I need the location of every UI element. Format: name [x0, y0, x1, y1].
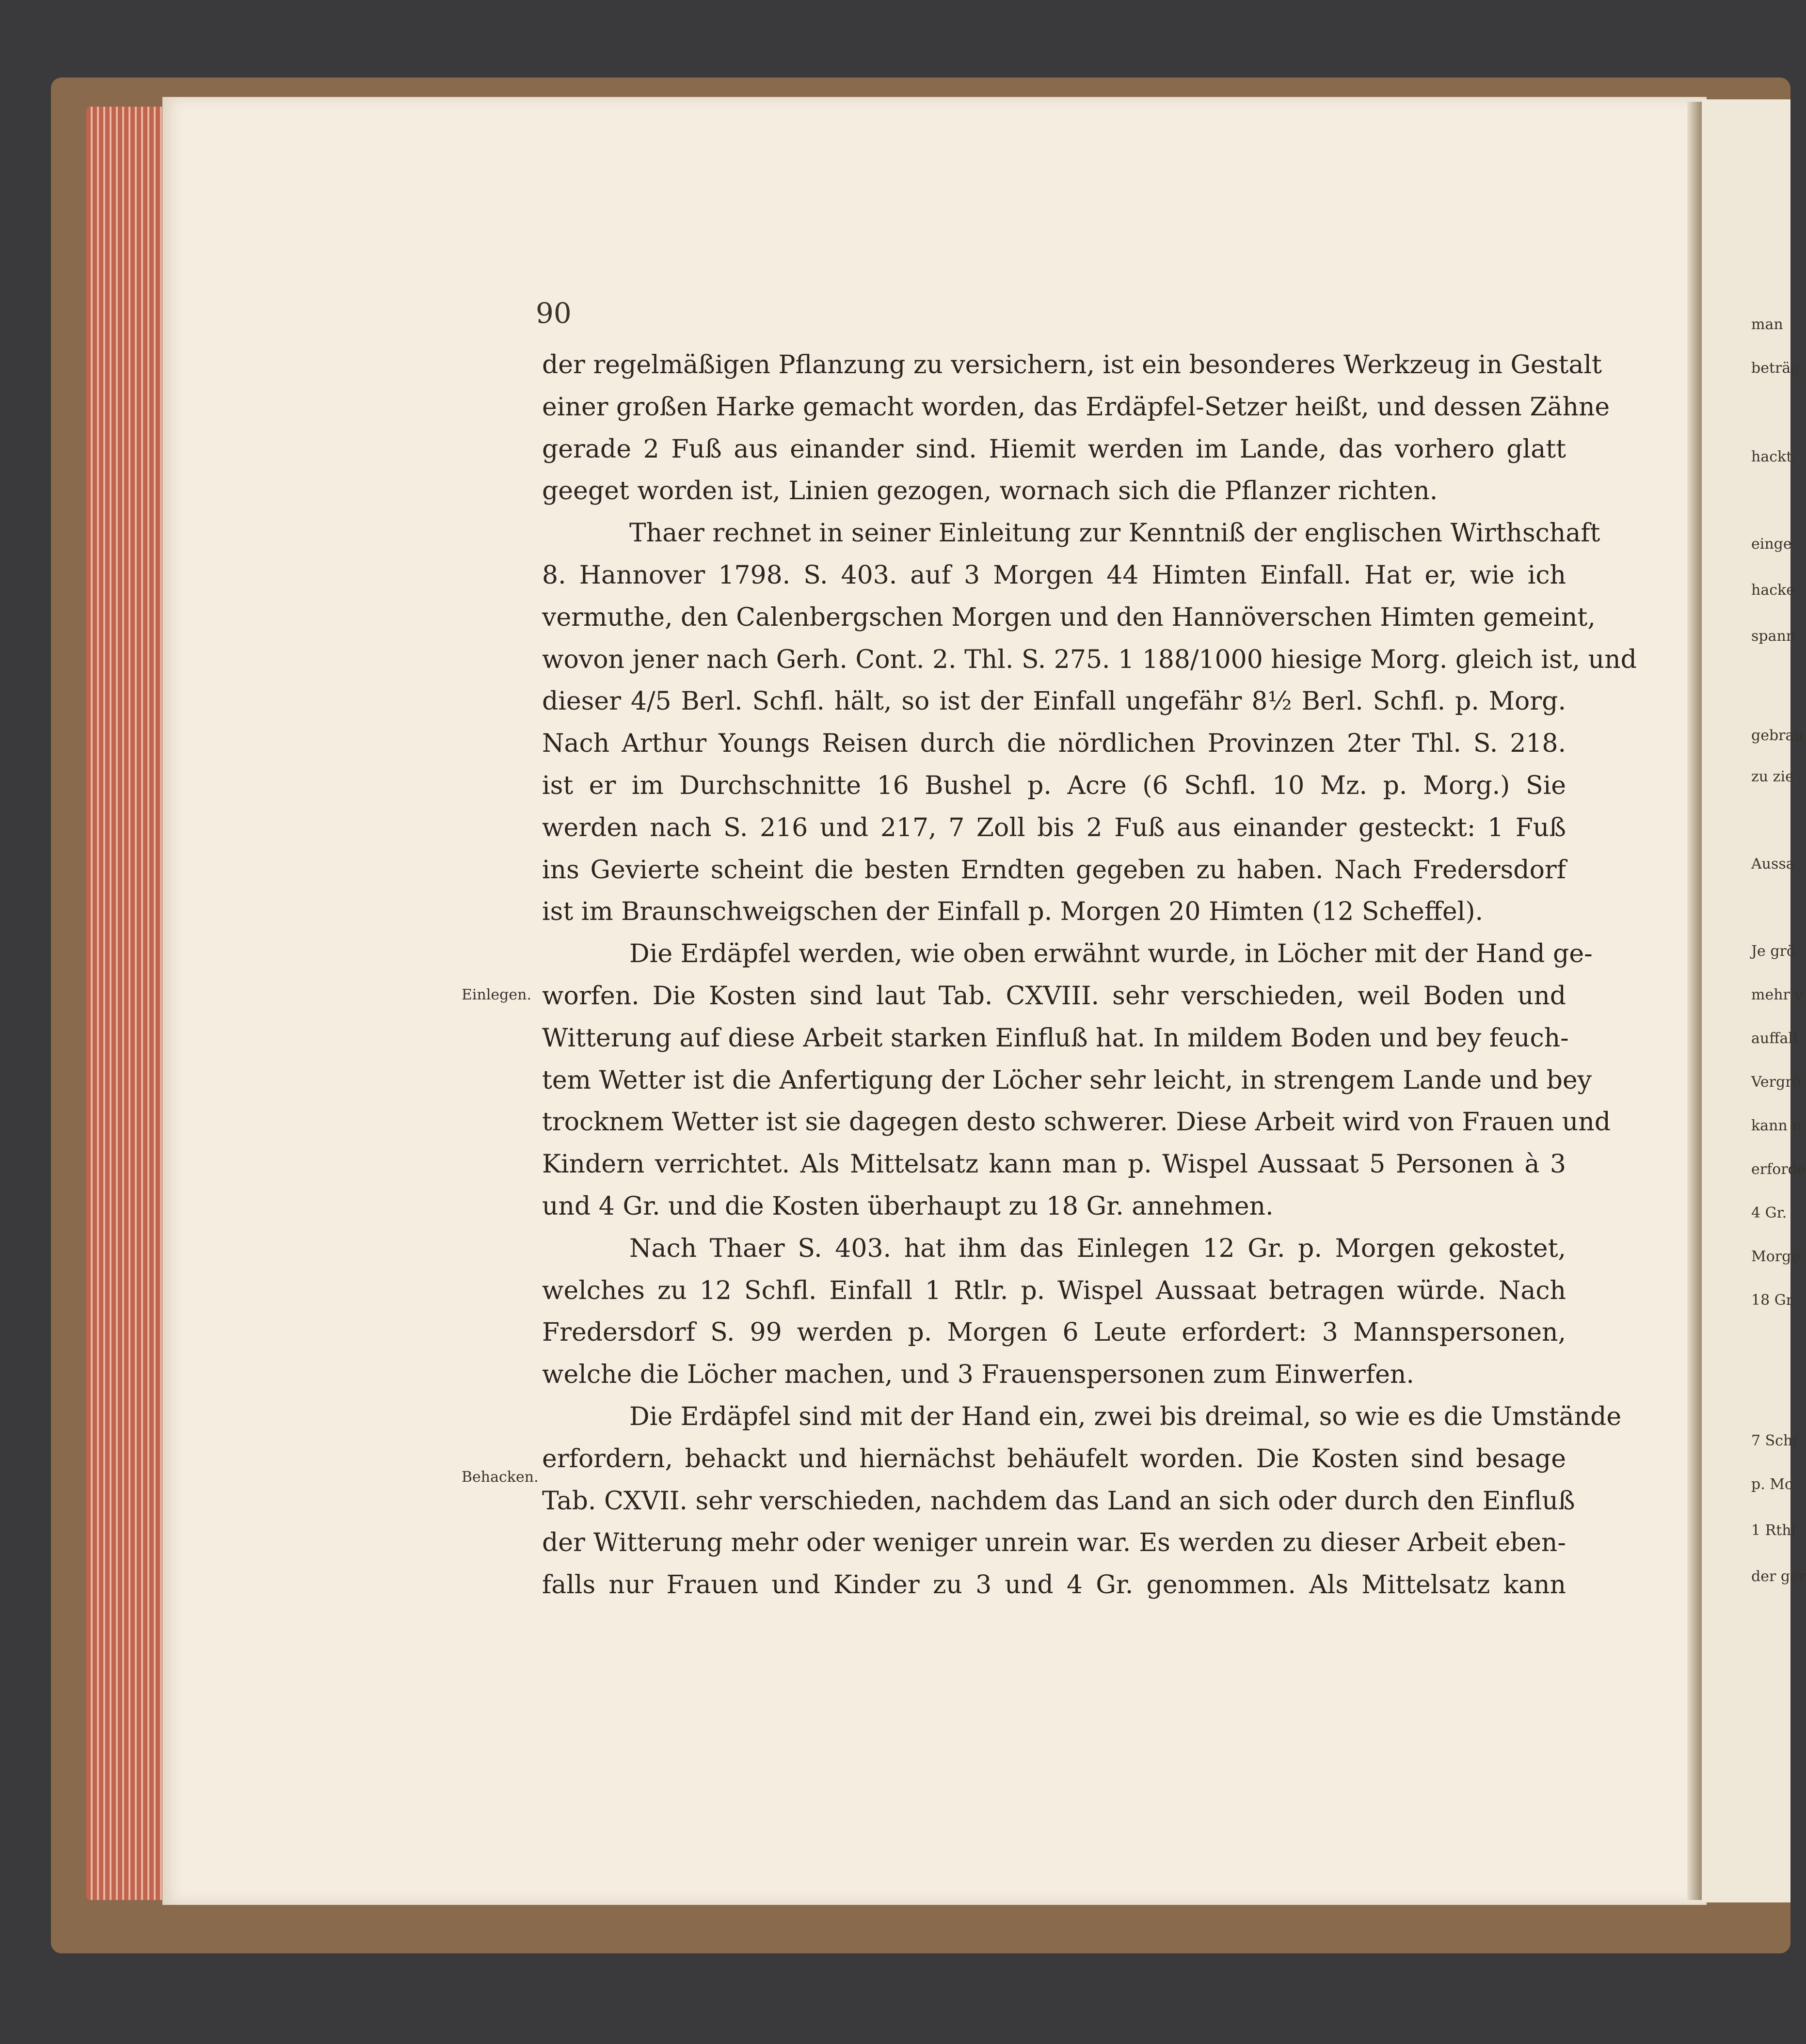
page-number: 90 — [536, 297, 572, 330]
text-line: der regelmäßigen Pflanzung zu versichern, ist ein besonderes Werkzeug in Gestalt — [542, 350, 1602, 380]
text-line: wovon jener nach Gerh. Cont. 2. Thl. S. 275. 1 188/1000 hiesige Morg. gleich ist, und — [542, 645, 1637, 674]
text-line: 8. Hannover 1798. S. 403. auf 3 Morgen 44 Himten Einfall. Hat er, wie ich — [542, 560, 1566, 590]
text-line: Fredersdorf S. 99 werden p. Morgen 6 Leute erfordert: 3 Mannspersonen, — [542, 1318, 1566, 1347]
text-line: welches zu 12 Schfl. Einfall 1 Rtlr. p. Wispel Aussaat betragen würde. Nach — [542, 1276, 1566, 1305]
next-page-fragment: beträg — [1751, 360, 1800, 377]
text-line: und 4 Gr. und die Kosten überhaupt zu 18 Gr. annehmen. — [542, 1191, 1274, 1221]
text-line: Die Erdäpfel sind mit der Hand ein, zwei bis dreimal, so wie es die Umstände — [629, 1402, 1622, 1431]
margin-note-einlegen: Einlegen. — [462, 986, 531, 1003]
next-page-fragment: p. Mo — [1751, 1476, 1794, 1493]
text-line: Nach Arthur Youngs Reisen durch die nördlichen Provinzen 2ter Thl. S. 218. — [542, 729, 1566, 759]
next-page-fragment: hacke — [1751, 582, 1795, 599]
next-page-fragment: zu zie — [1751, 768, 1794, 785]
text-line: ist er im Durchschnitte 16 Bushel p. Acre (6 Schfl. 10 Mz. p. Morg.) Sie — [542, 771, 1566, 800]
next-page-fragment: der ger — [1751, 1568, 1806, 1585]
next-page-fragment: Vergrö — [1751, 1074, 1801, 1091]
next-page-fragment: gebrau — [1751, 727, 1804, 744]
text-line: ins Gevierte scheint die besten Erndten gegeben zu haben. Nach Fredersdorf — [542, 855, 1566, 885]
next-page-fragment: 18 Gr — [1751, 1292, 1793, 1309]
page-edges — [86, 107, 174, 1900]
text-line: der Witterung mehr oder weniger unrein war. Es werden zu dieser Arbeit eben- — [542, 1528, 1566, 1558]
text-line: geeget worden ist, Linien gezogen, wornach sich die Pflanzer richten. — [542, 476, 1438, 506]
next-page-fragment: einge — [1751, 536, 1792, 553]
text-line: werden nach S. 216 und 217, 7 Zoll bis 2 Fuß aus einander gesteckt: 1 Fuß — [542, 813, 1566, 842]
next-page-fragment: Morge — [1751, 1248, 1800, 1265]
text-line: Witterung auf diese Arbeit starken Einfluß hat. In mildem Boden und bey feuch- — [542, 1023, 1569, 1053]
text-line: gerade 2 Fuß aus einander sind. Hiemit werden im Lande, das vorhero glatt — [542, 434, 1566, 464]
text-line: worfen. Die Kosten sind laut Tab. CXVIII. sehr verschieden, weil Boden und — [542, 981, 1566, 1011]
next-page-fragment: hackt, — [1751, 448, 1797, 465]
text-line: tem Wetter ist die Anfertigung der Löcher sehr leicht, in strengem Lande und bey — [542, 1065, 1592, 1095]
text-line: Thaer rechnet in seiner Einleitung zur Kenntniß der englischen Wirthschaft — [629, 519, 1600, 548]
text-line: ist im Braunschweigschen der Einfall p. Morgen 20 Himten (12 Scheffel). — [542, 897, 1484, 927]
next-page-fragment: man — [1751, 316, 1783, 333]
text-line: Die Erdäpfel werden, wie oben erwähnt wurde, in Löcher mit der Hand ge- — [629, 939, 1593, 969]
next-page-fragment: Aussa — [1751, 856, 1795, 872]
next-page-fragment: mehr v — [1751, 986, 1803, 1003]
text-line: falls nur Frauen und Kinder zu 3 und 4 Gr. genommen. Als Mittelsatz kann — [542, 1570, 1566, 1600]
text-line: Nach Thaer S. 403. hat ihm das Einlegen 12 Gr. p. Morgen gekostet, — [629, 1234, 1566, 1263]
margin-note-behacken: Behacken. — [462, 1469, 539, 1486]
next-page-fragment: spann — [1751, 628, 1796, 645]
text-line: Tab. CXVII. sehr verschieden, nachdem das Land an sich oder durch den Einfluß — [542, 1486, 1575, 1516]
next-page-fragment: 1 Rthl — [1751, 1522, 1796, 1539]
next-page-fragment: 4 Gr. — [1751, 1204, 1787, 1221]
next-page-fragment: Je grö — [1751, 943, 1795, 960]
next-page-fragment: 7 Schf — [1751, 1432, 1798, 1449]
next-page-fragment: erforde — [1751, 1161, 1806, 1178]
text-line: welche die Löcher machen, und 3 Frauenspersonen zum Einwerfen. — [542, 1360, 1414, 1390]
text-line: Kindern verrichtet. Als Mittelsatz kann man p. Wispel Aussaat 5 Personen à 3 — [542, 1150, 1566, 1179]
next-page-fragment: auffall — [1751, 1030, 1798, 1047]
text-line: vermuthe, den Calenbergschen Morgen und den Hannöverschen Himten gemeint, — [542, 602, 1596, 632]
next-page-fragment: kann n — [1751, 1117, 1802, 1134]
text-line: dieser 4/5 Berl. Schfl. hält, so ist der Einfall ungefähr 8½ Berl. Schfl. p. Morg. — [542, 687, 1566, 716]
text-line: erfordern, behackt und hiernächst behäufelt worden. Die Kosten sind besage — [542, 1444, 1566, 1474]
text-line: einer großen Harke gemacht worden, das Erdäpfel-Setzer heißt, und dessen Zähne — [542, 392, 1610, 422]
body-text — [542, 344, 1637, 1606]
text-line: trocknem Wetter ist sie dagegen desto schwerer. Diese Arbeit wird von Frauen und — [542, 1108, 1611, 1137]
